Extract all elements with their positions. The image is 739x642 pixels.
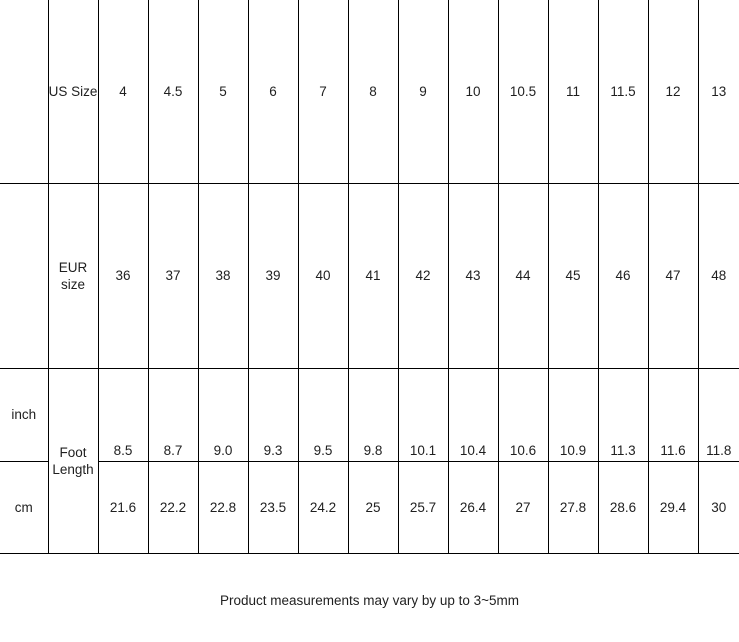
- us-size-cell: 8: [348, 0, 398, 183]
- eur-size-cell: 46: [598, 183, 648, 368]
- eur-size-cell: 36: [98, 183, 148, 368]
- us-size-cell: 11: [548, 0, 598, 183]
- us-size-cell: 6: [248, 0, 298, 183]
- empty-cell: [0, 183, 48, 368]
- table-row-us-size: [0, 0, 739, 183]
- cm-value-cell: 22.8: [198, 461, 248, 553]
- inch-value-cell: 10.9: [548, 368, 598, 461]
- inch-value-cell: 9.3: [248, 368, 298, 461]
- cm-value-cell: 25.7: [398, 461, 448, 553]
- inch-value-cell: 10.1: [398, 368, 448, 461]
- eur-size-cell: 47: [648, 183, 698, 368]
- cm-value-cell: 29.4: [648, 461, 698, 553]
- eur-size-cell: 38: [198, 183, 248, 368]
- measurement-variance-note: Product measurements may vary by up to 3~5mm: [0, 554, 739, 642]
- inch-value-cell: 9.8: [348, 368, 398, 461]
- cm-value-cell: 23.5: [248, 461, 298, 553]
- inch-value-cell: 11.8: [698, 368, 739, 461]
- cm-value-cell: 27: [498, 461, 548, 553]
- inch-value-cell: 9.5: [298, 368, 348, 461]
- table-row-foot-length-cm: [0, 461, 739, 553]
- us-size-cell: 7: [298, 0, 348, 183]
- row-header-us-size: US Size: [48, 0, 98, 183]
- us-size-cell: 11.5: [598, 0, 648, 183]
- inch-value-cell: 11.3: [598, 368, 648, 461]
- us-size-cell: 10.5: [498, 0, 548, 183]
- cm-value-cell: 26.4: [448, 461, 498, 553]
- row-header-cm: cm: [0, 461, 48, 553]
- eur-size-cell: 39: [248, 183, 298, 368]
- row-header-inch: inch: [0, 368, 48, 461]
- table-row-eur-size: [0, 183, 739, 368]
- eur-size-cell: 40: [298, 183, 348, 368]
- cm-value-cell: 21.6: [98, 461, 148, 553]
- cm-value-cell: 27.8: [548, 461, 598, 553]
- eur-size-cell: 43: [448, 183, 498, 368]
- us-size-cell: 4.5: [148, 0, 198, 183]
- eur-size-cell: 44: [498, 183, 548, 368]
- us-size-cell: 10: [448, 0, 498, 183]
- eur-size-cell: 37: [148, 183, 198, 368]
- us-size-cell: 13: [698, 0, 739, 183]
- corner-empty-cell: [0, 0, 48, 183]
- us-size-cell: 9: [398, 0, 448, 183]
- us-size-cell: 12: [648, 0, 698, 183]
- eur-size-cell: 41: [348, 183, 398, 368]
- eur-size-cell: 42: [398, 183, 448, 368]
- row-header-eur-size: EUR size: [48, 183, 98, 368]
- table-row-foot-length-inch: [0, 368, 739, 461]
- inch-value-cell: 11.6: [648, 368, 698, 461]
- us-size-cell: 4: [98, 0, 148, 183]
- cm-value-cell: 24.2: [298, 461, 348, 553]
- row-header-foot-length: Foot Length: [48, 368, 98, 553]
- inch-value-cell: 9.0: [198, 368, 248, 461]
- inch-value-cell: 8.7: [148, 368, 198, 461]
- inch-value-cell: 8.5: [98, 368, 148, 461]
- eur-size-cell: 48: [698, 183, 739, 368]
- cm-value-cell: 25: [348, 461, 398, 553]
- eur-size-cell: 45: [548, 183, 598, 368]
- cm-value-cell: 30: [698, 461, 739, 553]
- cm-value-cell: 22.2: [148, 461, 198, 553]
- inch-value-cell: 10.4: [448, 368, 498, 461]
- inch-value-cell: 10.6: [498, 368, 548, 461]
- us-size-cell: 5: [198, 0, 248, 183]
- cm-value-cell: 28.6: [598, 461, 648, 553]
